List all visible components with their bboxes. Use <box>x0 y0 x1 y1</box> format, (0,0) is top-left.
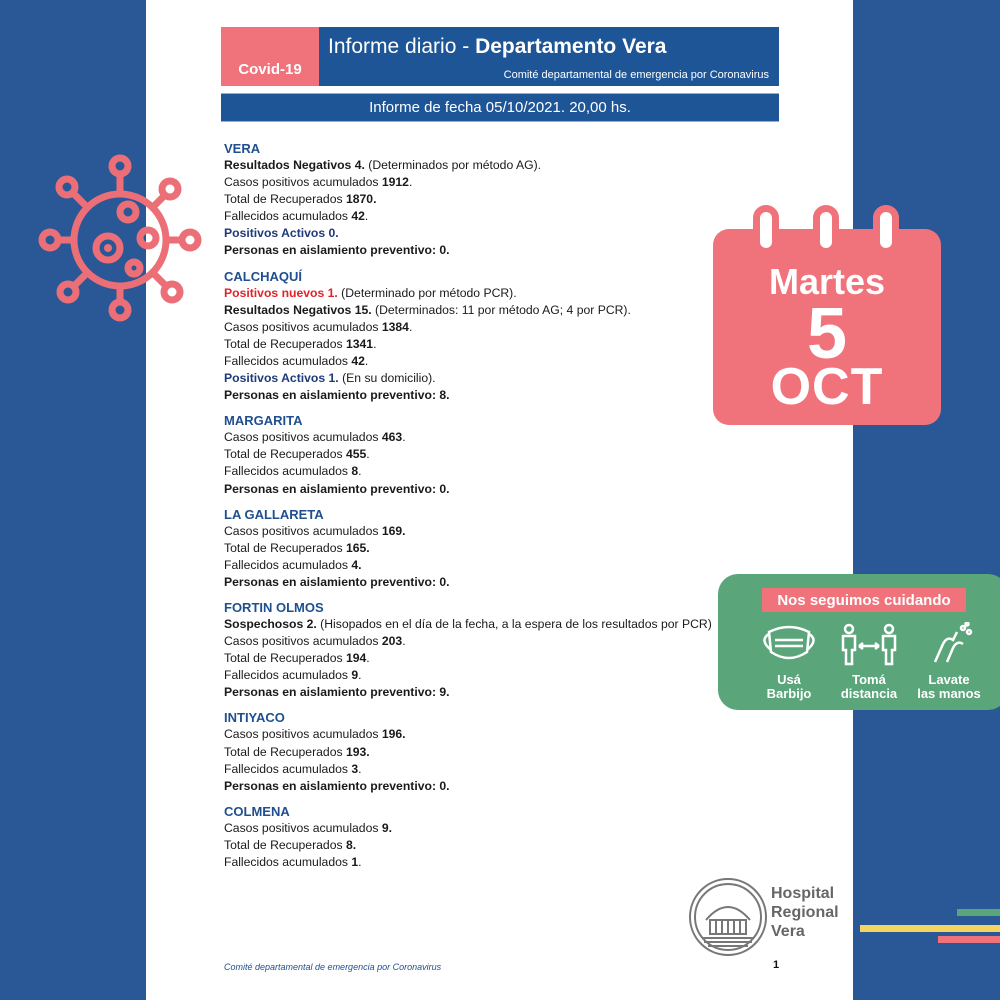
value: 1870. <box>345 192 377 207</box>
page-number: 1 <box>773 959 780 971</box>
line <box>224 302 724 319</box>
section-title: CALCHAQUÍ <box>224 268 302 284</box>
logo-line: Regional <box>771 904 839 921</box>
value: 169. <box>381 523 406 538</box>
line <box>224 684 724 701</box>
decorative-stripe <box>860 925 1000 932</box>
value: 193. <box>345 744 370 759</box>
line <box>224 726 724 743</box>
care-label: Lavate <box>928 672 970 687</box>
care-item-handwash <box>904 622 994 701</box>
line <box>224 837 724 854</box>
text: Casos positivos acumulados <box>224 319 382 334</box>
line <box>224 481 724 498</box>
text: Fallecidos acumulados <box>224 668 352 683</box>
text: Fallecidos acumulados <box>224 557 352 572</box>
value: Resultados Negativos 4. <box>224 158 365 172</box>
section-vera <box>224 140 724 260</box>
value: 196. <box>381 727 406 742</box>
text: Fallecidos acumulados <box>224 464 352 479</box>
line <box>224 387 724 404</box>
line: Casos positivos acumulados 203. <box>224 634 406 649</box>
line: Casos positivos acumulados 1384. <box>224 319 413 334</box>
text: Fallecidos acumulados <box>224 209 352 224</box>
text: Total de Recuperados <box>224 447 346 462</box>
report-subtitle: Comité departamental de emergencia por Coronavirus <box>503 69 769 81</box>
active-cases: Positivos Activos 0. <box>224 226 339 241</box>
value: 203 <box>381 634 403 649</box>
text: Total de Recuperados <box>224 540 346 555</box>
text: Total de Recuperados <box>224 744 346 759</box>
care-item-distance <box>824 622 914 701</box>
line <box>224 191 724 208</box>
text: Casos positivos acumulados <box>224 523 382 538</box>
care-label: Usá <box>777 672 801 687</box>
section-fortin-olmos <box>224 599 724 701</box>
line: Total de Recuperados 455. <box>224 447 370 462</box>
line <box>224 616 724 633</box>
line <box>224 557 724 574</box>
handwash-icon <box>917 622 981 666</box>
report-date-bar <box>221 93 779 122</box>
page-footer: Comité departamental de emergencia por Coronavirus <box>224 962 442 972</box>
section-title: MARGARITA <box>224 413 303 429</box>
new-cases: Positivos nuevos 1. <box>224 285 338 300</box>
text: Casos positivos acumulados <box>224 430 382 445</box>
text: Total de Recuperados <box>224 651 346 666</box>
value: 9 <box>351 668 359 683</box>
care-label: distancia <box>840 686 898 701</box>
section-calchaqui <box>224 268 724 405</box>
value: 4. <box>351 557 362 572</box>
section-la-gallareta <box>224 506 724 591</box>
section-title: INTIYACO <box>224 710 285 726</box>
line <box>224 574 724 591</box>
calendar-badge <box>713 205 943 425</box>
value: 3 <box>351 761 359 776</box>
distance-icon <box>837 622 901 666</box>
value: 8. <box>345 837 357 852</box>
isolation: Personas en aislamiento preventivo: 0. <box>224 778 450 793</box>
report-date: Informe de fecha 05/10/2021. 20,00 hs. <box>369 99 631 116</box>
care-label: Tomá <box>852 672 886 687</box>
value: 463 <box>381 430 403 445</box>
care-label: Barbijo <box>766 686 812 701</box>
line: Fallecidos acumulados 42. <box>224 209 369 224</box>
text: Casos positivos acumulados <box>224 634 382 649</box>
calendar-number: 5 <box>806 294 848 374</box>
calendar-ring <box>873 205 899 255</box>
section-title: LA GALLARETA <box>224 506 324 522</box>
calendar-day: Martes <box>768 261 886 302</box>
decorative-stripe <box>957 909 1000 916</box>
section-title: COLMENA <box>224 803 290 819</box>
line <box>224 370 724 387</box>
line: Total de Recuperados 194. <box>224 651 370 666</box>
line: Fallecidos acumulados 8. <box>224 464 362 479</box>
line <box>224 523 724 540</box>
value: 9. <box>381 820 393 835</box>
logo-line: Hospital <box>771 885 835 902</box>
value: 8 <box>351 464 359 479</box>
text: Fallecidos acumulados <box>224 353 352 368</box>
care-title: Nos seguimos cuidando <box>762 588 966 612</box>
line: Fallecidos acumulados 1. <box>224 855 362 869</box>
line: Fallecidos acumulados 3. <box>224 761 362 776</box>
isolation: Personas en aislamiento preventivo: 0. <box>224 243 450 258</box>
hospital-logo-icon <box>688 872 768 962</box>
value: 1 <box>351 855 359 869</box>
line <box>224 820 724 837</box>
title-department: Departamento Vera <box>475 35 667 58</box>
line <box>224 540 724 557</box>
value: 455 <box>345 447 367 462</box>
care-item-mask <box>744 622 834 701</box>
value: Sospechosos 2. <box>224 616 317 631</box>
line <box>224 778 724 795</box>
line <box>224 744 724 761</box>
line: Casos positivos acumulados 463. <box>224 430 406 445</box>
decorative-stripe <box>938 936 1000 943</box>
value: 1341 <box>345 336 374 351</box>
report-content <box>224 140 724 879</box>
section-title: FORTIN OLMOS <box>224 599 324 615</box>
line <box>224 242 724 259</box>
line: Casos positivos acumulados 1912. <box>224 175 413 190</box>
isolation: Personas en aislamiento preventivo: 9. <box>224 685 450 700</box>
line: Fallecidos acumulados 42. <box>224 353 369 368</box>
text: Total de Recuperados <box>224 336 346 351</box>
text: (Determinados por método AG). <box>364 158 542 172</box>
text: (Determinados: 11 por método AG; 4 por PCR). <box>371 302 631 317</box>
line <box>224 157 724 174</box>
report-header <box>319 27 779 86</box>
value: Resultados Negativos 15. <box>224 302 372 317</box>
covid-badge <box>221 27 319 86</box>
hospital-logo-text <box>771 884 839 941</box>
isolation: Personas en aislamiento preventivo: 8. <box>224 388 450 403</box>
isolation: Personas en aislamiento preventivo: 0. <box>224 574 450 589</box>
calendar-month: OCT <box>770 358 884 416</box>
report-title <box>328 35 666 59</box>
text: Casos positivos acumulados <box>224 175 382 190</box>
section-intiyaco <box>224 709 724 794</box>
text: Casos positivos acumulados <box>224 727 382 742</box>
text: (Determinado por método PCR). <box>337 285 517 300</box>
value: 42 <box>351 209 365 224</box>
text: Fallecidos acumulados <box>224 761 352 776</box>
text: Total de Recuperados <box>224 837 346 852</box>
text: (En su domicilio). <box>338 371 436 386</box>
line <box>224 285 724 302</box>
calendar-ring <box>753 205 779 255</box>
virus-icon <box>38 152 208 322</box>
section-title: VERA <box>224 141 261 156</box>
text: (Hisopados en el día de la fecha, a la espera de los resultados por PCR) <box>316 616 712 631</box>
covid-badge-label: Covid-19 <box>238 61 302 78</box>
section-margarita <box>224 412 724 497</box>
care-panel <box>718 574 1000 710</box>
value: 165. <box>345 540 370 555</box>
line: Total de Recuperados 1341. <box>224 336 377 351</box>
care-label: las manos <box>917 686 981 701</box>
value: 1912 <box>381 175 409 190</box>
isolation: Personas en aislamiento preventivo: 0. <box>224 481 450 496</box>
line: Fallecidos acumulados 9. <box>224 668 362 683</box>
value: 42 <box>351 353 365 368</box>
mask-icon <box>757 622 821 666</box>
text: Fallecidos acumulados <box>224 855 352 869</box>
calendar-ring <box>813 205 839 255</box>
value: 1384 <box>381 319 409 334</box>
text: Casos positivos acumulados <box>224 820 382 835</box>
logo-line: Vera <box>771 923 805 940</box>
text: Total de Recuperados <box>224 192 346 207</box>
value: 194 <box>345 651 367 666</box>
section-colmena <box>224 803 724 871</box>
title-prefix: Informe diario - <box>328 35 470 58</box>
active-cases: Positivos Activos 1. <box>224 371 339 386</box>
